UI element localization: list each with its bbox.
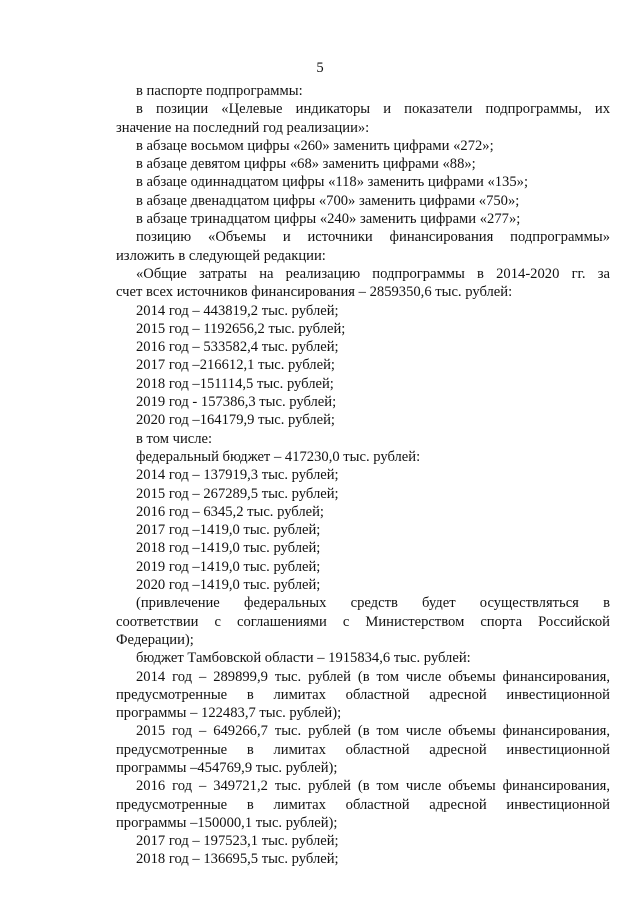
- text-line: 2019 год –1419,0 тыс. рублей;: [136, 558, 321, 575]
- text-line: 2017 год –1419,0 тыс. рублей;: [136, 522, 321, 539]
- text-line: 2020 год –1419,0 тыс. рублей;: [136, 577, 321, 594]
- text-line: 2020 год –164179,9 тыс. рублей;: [136, 412, 335, 429]
- text-line: программы –150000,1 тыс. рублей);: [116, 814, 338, 831]
- text-line: значение на последний год реализации»:: [116, 119, 370, 136]
- text-line: 2017 год –216612,1 тыс. рублей;: [136, 357, 335, 374]
- text-line: в абзаце восьмом цифры «260» заменить цифрами «272»;: [136, 137, 494, 154]
- page-number: 5: [316, 60, 324, 76]
- text-line: в том числе:: [136, 430, 213, 447]
- text-line: 2014 год – 137919,3 тыс. рублей;: [136, 467, 339, 484]
- text-line: 2017 год – 197523,1 тыс. рублей;: [136, 833, 339, 850]
- text-line: 2018 год –151114,5 тыс. рублей;: [136, 375, 334, 392]
- text-line: 2016 год – 349721,2 тыс. рублей (в том числе объемы финансирования,: [136, 778, 610, 795]
- text-line: 2018 год – 136695,5 тыс. рублей;: [136, 851, 339, 868]
- text-line: предусмотренные в лимитах областной адресной инвестиционной: [116, 741, 610, 758]
- text-line: счет всех источников финансирования – 2859350,6 тыс. рублей:: [116, 284, 513, 301]
- text-line: 2015 год – 649266,7 тыс. рублей (в том числе объемы финансирования,: [136, 723, 610, 740]
- text-line: 2015 год – 1192656,2 тыс. рублей;: [136, 320, 346, 337]
- text-line: позицию «Объемы и источники финансирования подпрограммы»: [136, 229, 610, 246]
- text-line: предусмотренные в лимитах областной адресной инвестиционной: [116, 796, 610, 813]
- document-body: [116, 82, 610, 869]
- text-line: в абзаце девятом цифры «68» заменить цифрами «88»;: [136, 156, 476, 173]
- text-line: бюджет Тамбовской области – 1915834,6 тыс. рублей:: [136, 650, 471, 667]
- text-line: федеральный бюджет – 417230,0 тыс. рублей:: [136, 448, 421, 465]
- text-line: «Общие затраты на реализацию подпрограммы в 2014-2020 гг. за: [136, 265, 610, 282]
- text-line: программы – 122483,7 тыс. рублей);: [116, 705, 342, 722]
- text-line: 2014 год – 443819,2 тыс. рублей;: [136, 302, 339, 319]
- text-line: 2016 год – 533582,4 тыс. рублей;: [136, 339, 339, 356]
- text-line: 2019 год - 157386,3 тыс. рублей;: [136, 394, 337, 411]
- text-line: предусмотренные в лимитах областной адресной инвестиционной: [116, 686, 610, 703]
- text-line: (привлечение федеральных средств будет осуществляться в: [136, 595, 610, 612]
- text-line: 2018 год –1419,0 тыс. рублей;: [136, 540, 321, 557]
- text-line: в паспорте подпрограммы:: [136, 83, 303, 99]
- text-line: в абзаце одиннадцатом цифры «118» заменить цифрами «135»;: [136, 174, 529, 191]
- text-line: 2016 год – 6345,2 тыс. рублей;: [136, 503, 324, 520]
- text-line: соответствии с соглашениями с Министерством спорта Российской: [116, 613, 610, 630]
- text-line: 2015 год – 267289,5 тыс. рублей;: [136, 485, 339, 502]
- text-line: в абзаце двенадцатом цифры «700» заменить цифрами «750»;: [136, 192, 520, 209]
- text-line: программы –454769,9 тыс. рублей);: [116, 759, 338, 776]
- text-line: 2014 год – 289899,9 тыс. рублей (в том числе объемы финансирования,: [136, 668, 610, 685]
- text-line: в позиции «Целевые индикаторы и показатели подпрограммы, их: [136, 101, 610, 118]
- text-line: в абзаце тринадцатом цифры «240» заменить цифрами «277»;: [136, 211, 521, 228]
- text-line: изложить в следующей редакции:: [116, 247, 326, 264]
- text-line: Федерации);: [116, 631, 194, 648]
